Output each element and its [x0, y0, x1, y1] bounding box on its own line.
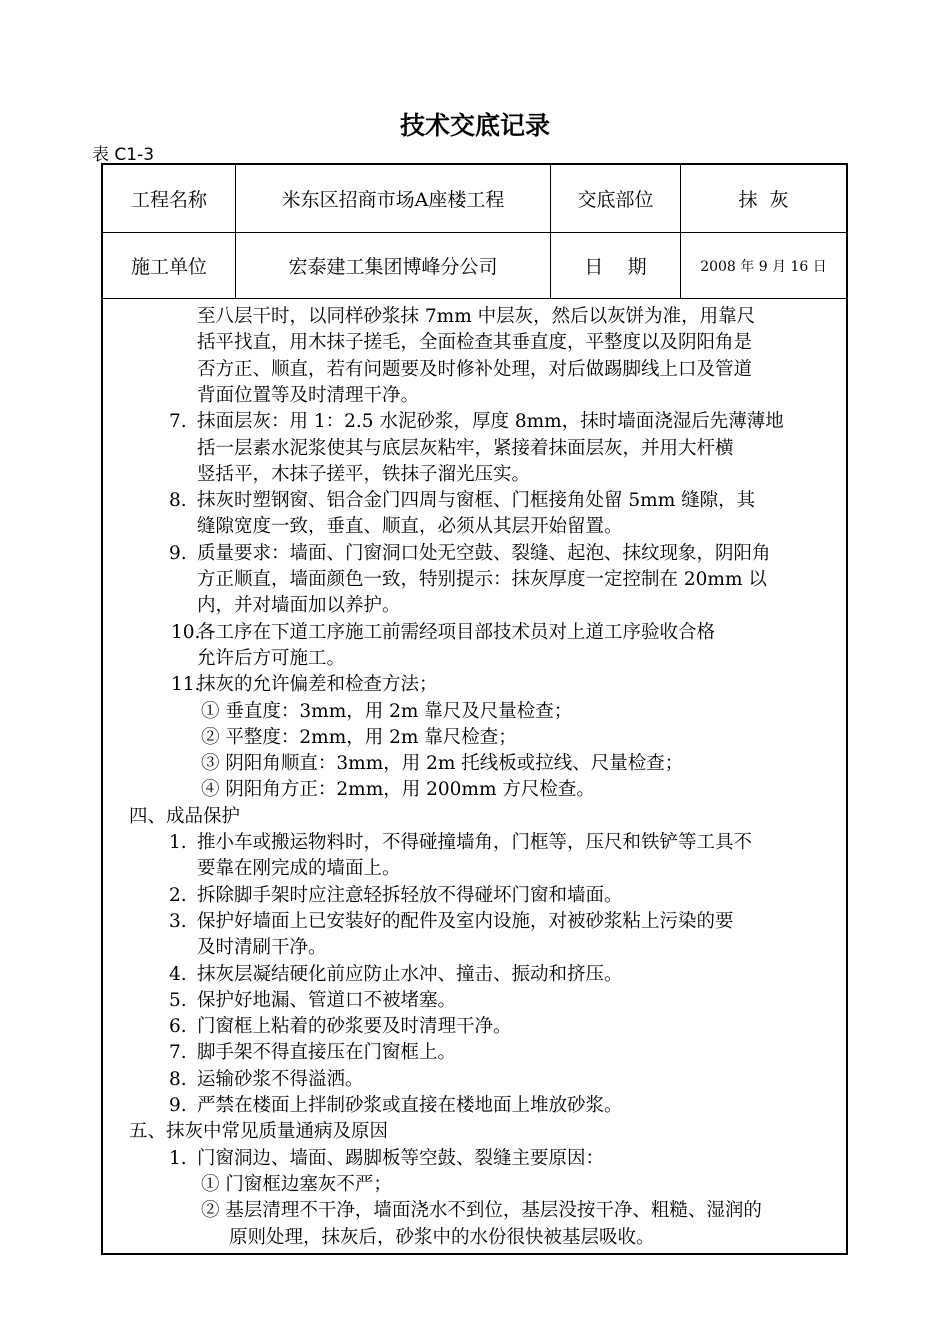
date-label: 日 期 — [584, 256, 647, 278]
list-number: 9. — [169, 1095, 187, 1116]
content-line: ② 平整度：2mm，用 2m 靠尺检查； — [201, 726, 517, 748]
content-line: 方正顺直，墙面颜色一致，特别提示：抹灰厚度一定控制在 20mm 以 — [197, 569, 767, 590]
list-number: 10. — [171, 621, 201, 643]
content-line: 推小车或搬运物料时，不得碰撞墙角，门框等，压尺和铁铲等工具不 — [197, 832, 753, 853]
content-line: ② 基层清理不干净，墙面浇水不到位，基层没按干净、粗糙、湿润的 — [201, 1200, 762, 1222]
content-line: 缝隙宽度一致，垂直、顺直，必须从其层开始留置。 — [197, 516, 623, 538]
content-line: 至八层干时，以同样砂浆抹 7mm 中层灰，然后以灰饼为准，用靠尺 — [197, 306, 756, 327]
project-name-label: 工程名称 — [130, 189, 207, 211]
list-number: 3. — [169, 910, 187, 932]
content-line: 内，并对墙面加以养护。 — [197, 595, 401, 617]
content-line: 四、成品保护 — [129, 805, 241, 827]
list-number: 11. — [171, 674, 201, 696]
content-line: 要靠在刚完成的墙面上。 — [197, 858, 401, 880]
disclosure-part-label: 交底部位 — [577, 189, 654, 211]
form-code: 表 C1-3 — [92, 145, 155, 165]
date-value: 2008 年 9 月 16 日 — [700, 258, 827, 275]
project-name-value: 米东区招商市场A座楼工程 — [281, 189, 505, 211]
content-line: 严禁在楼面上拌制砂浆或直接在楼地面上堆放砂浆。 — [197, 1095, 623, 1116]
content-line: 质量要求：墙面、门窗洞口处无空鼓、裂缝、起泡、抹纹现象，阴阳角 — [197, 542, 771, 564]
content-line: ① 门窗框边塞灰不严； — [201, 1173, 392, 1195]
content-line: 门窗洞边、墙面、踢脚板等空鼓、裂缝主要原因： — [197, 1147, 605, 1169]
construction-unit-label: 施工单位 — [130, 256, 207, 278]
list-number: 6. — [169, 1016, 187, 1038]
content-line: 保护好地漏、管道口不被堵塞。 — [197, 989, 457, 1011]
content-line: 五、抹灰中常见质量通病及原因 — [129, 1121, 389, 1143]
content-line: 抹灰时塑钢窗、铝合金门四周与窗框、门框接角处留 5mm 缝隙，其 — [197, 490, 756, 512]
content-line: 各工序在下道工序施工前需经项目部技术员对上道工序验收合格 — [197, 621, 716, 643]
content-line: 原则处理，抹灰后，砂浆中的水份很快被基层吸收。 — [229, 1226, 655, 1248]
list-number: 7. — [169, 411, 187, 433]
list-number: 1. — [169, 1147, 187, 1169]
content-line: 竖括平，木抹子搓平，铁抹子溜光压实。 — [197, 463, 531, 485]
content-line: 运输砂浆不得溢洒。 — [197, 1068, 364, 1090]
content-line: 抹灰层凝结硬化前应防止水冲、撞击、振动和挤压。 — [197, 963, 623, 985]
content-line: 拆除脚手架时应注意轻拆轻放不得碰坏门窗和墙面。 — [197, 884, 623, 906]
content-line: 背面位置等及时清理干净。 — [197, 384, 420, 406]
list-number: 1. — [169, 832, 187, 853]
content-line: 括平找直，用木抹子搓毛，全面检查其垂直度，平整度以及阴阳角是 — [197, 332, 753, 354]
list-number: 8. — [169, 490, 187, 512]
document-title: 技术交底记录 — [399, 111, 550, 140]
content-line: 抹面层灰：用 1：2.5 水泥砂浆，厚度 8mm，抹时墙面浇湿后先薄薄地 — [197, 411, 784, 433]
list-number: 4. — [169, 963, 187, 985]
list-number: 5. — [169, 989, 187, 1011]
record-table — [101, 163, 848, 1255]
content-line: 否方正、顺直，若有问题要及时修补处理，对后做踢脚线上口及管道 — [197, 358, 753, 380]
disclosure-part-value: 抹 灰 — [738, 189, 789, 211]
list-number: 9. — [169, 542, 187, 564]
content-line: 门窗框上粘着的砂浆要及时清理干净。 — [197, 1016, 512, 1038]
content-line: 括一层素水泥浆使其与底层灰粘牢，紧接着抹面层灰，并用大杆横 — [197, 437, 734, 459]
content-line: ① 垂直度：3mm，用 2m 靠尺及尺量检查； — [201, 700, 573, 722]
content-line: 抹灰的允许偏差和检查方法； — [197, 674, 438, 696]
content-line: 允许后方可施工。 — [197, 647, 346, 669]
content-line: ③ 阴阳角顺直：3mm，用 2m 托线板或拉线、尺量检查； — [201, 753, 684, 775]
content-line: 及时清刷干净。 — [197, 937, 327, 959]
list-number: 7. — [169, 1042, 187, 1064]
construction-unit-value: 宏泰建工集团博峰分公司 — [288, 256, 498, 278]
list-number: 2. — [169, 884, 187, 906]
content-line: 保护好墙面上已安装好的配件及室内设施，对被砂浆粘上污染的要 — [197, 910, 734, 932]
list-number: 8. — [169, 1068, 187, 1090]
content-line: 脚手架不得直接压在门窗框上。 — [197, 1042, 457, 1064]
header-bottom-divider — [103, 298, 846, 299]
content-line: ④ 阴阳角方正：2mm，用 200mm 方尺检查。 — [201, 779, 595, 801]
